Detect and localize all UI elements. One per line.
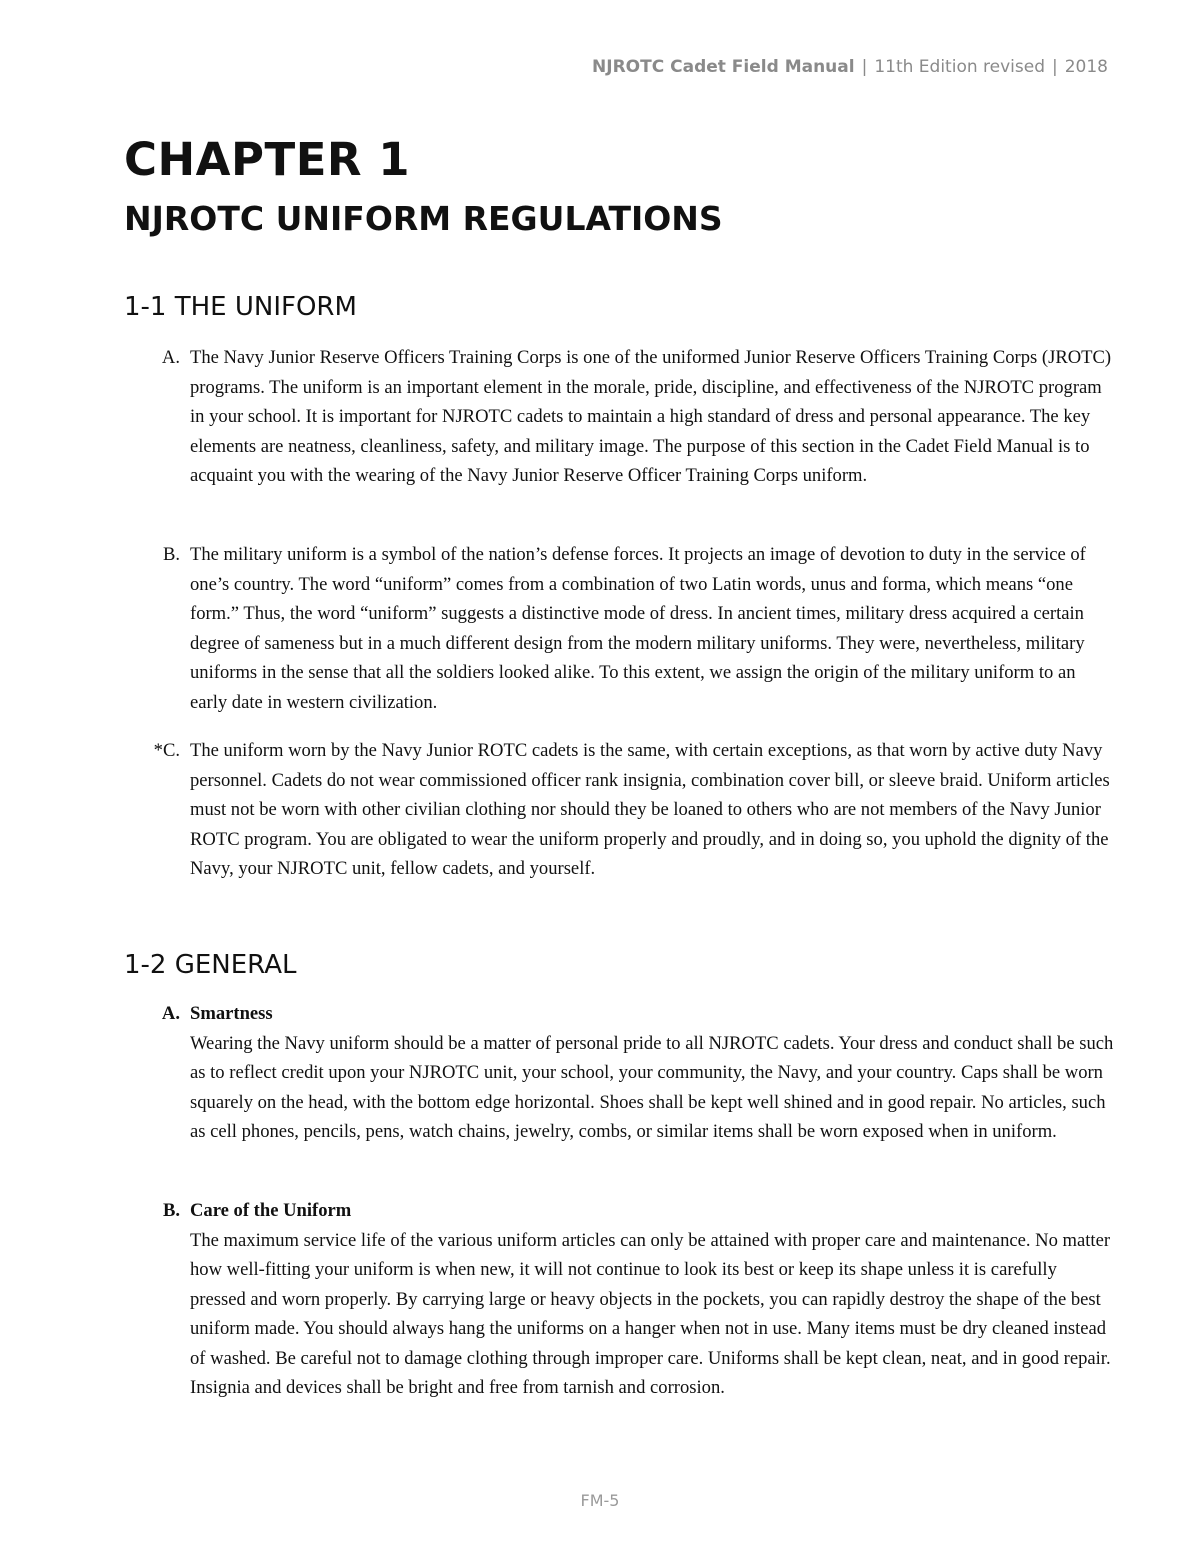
list-marker: A.	[161, 1003, 180, 1024]
page-number: FM-5	[580, 1491, 620, 1510]
section-heading-uniform: 1-1 THE UNIFORM	[124, 292, 357, 322]
item-subtitle: Care of the Uniform	[190, 1200, 352, 1221]
paragraph-text: The maximum service life of the various uniform articles can only be attained with proper care and maintenance. No matter how well-fitting your uniform is when new, it will not continue to look its best or keep its shape unless it is carefully pressed and worn properly. By carrying large or heavy objects in the pockets, you can rapidly destroy the shape of the best uniform made. You should always hang the uniforms on a hanger when not in use. Many items must be dry cleaned instead of washed. Be careful not to damage clothing through improper care. Uniforms shall be kept clean, neat, and in good repair. Insignia and devices shall be bright and free from tarnish and corrosion.	[190, 1229, 1111, 1398]
list-item	[124, 343, 1114, 491]
section-heading-general: 1-2 GENERAL	[124, 950, 297, 980]
header-separator: |	[861, 57, 868, 77]
paragraph-block	[190, 999, 1114, 1147]
manual-title: NJROTC Cadet Field Manual	[592, 57, 855, 77]
paragraph-text: The military uniform is a symbol of the nation’s defense forces. It projects an image of devotion to duty in the service of one’s country. The word “uniform” comes from a combination of two Latin words, unus and forma, which means “one form.” Thus, the word “uniform” suggests a distinctive mode of dress. In ancient times, military dress acquired a certain degree of sameness but in a much different design from the modern military uniforms. They were, nevertheless, military uniforms in the sense that all the soldiers looked alike. To this extent, we assign the origin of the military uniform to an early date in western civilization.	[190, 544, 1086, 713]
edition-year: 2018	[1064, 57, 1108, 77]
list-marker: A.	[161, 347, 180, 368]
chapter-title: NJROTC UNIFORM REGULATIONS	[124, 199, 723, 238]
item-subtitle: Smartness	[190, 1003, 273, 1024]
paragraph-text: The uniform worn by the Navy Junior ROTC cadets is the same, with certain exceptions, as that worn by active duty Navy personnel. Cadets do not wear commissioned officer rank insignia, combination cover bill, or sleeve braid. Uniform articles must not be worn with other civilian clothing nor should they be loaned to others who are not members of the Navy Junior ROTC program. You are obligated to wear the uniform properly and proudly, and in doing so, you uphold the dignity of the Navy, your NJROTC unit, fellow cadets, and yourself.	[190, 740, 1110, 879]
list-item	[124, 1196, 1114, 1403]
running-header	[592, 57, 1108, 77]
paragraph-text: The Navy Junior Reserve Officers Training Corps is one of the uniformed Junior Reserve Officers Training Corps (JROTC) programs. The uniform is an important element in the morale, pride, discipline, and effectiveness of the NJROTC program in your school. It is important for NJROTC cadets to maintain a high standard of dress and personal appearance. The key elements are neatness, cleanliness, safety, and military image. The purpose of this section in the Cadet Field Manual is to acquaint you with the wearing of the Navy Junior Reserve Officer Training Corps uniform.	[190, 347, 1112, 486]
list-marker: B.	[162, 1200, 180, 1221]
list-item	[124, 540, 1114, 717]
list-marker: *C.	[153, 740, 180, 761]
edition-label: 11th Edition revised	[874, 57, 1045, 77]
paragraph-block	[190, 1196, 1114, 1403]
paragraph-text: Wearing the Navy uniform should be a matter of personal pride to all NJROTC cadets. Your dress and conduct shall be such as to reflect credit upon your NJROTC unit, your school, your community, the Navy, and your country. Caps shall be worn squarely on the head, with the bottom edge horizontal. Shoes shall be kept well shined and in good repair. No articles, such as cell phones, pencils, pens, watch chains, jewelry, combs, or similar items shall be worn exposed when in uniform.	[190, 1032, 1114, 1142]
list-item	[124, 736, 1114, 884]
list-marker: B.	[162, 544, 180, 565]
chapter-number: CHAPTER 1	[124, 133, 411, 186]
list-item	[124, 999, 1114, 1147]
header-separator: |	[1052, 57, 1058, 77]
